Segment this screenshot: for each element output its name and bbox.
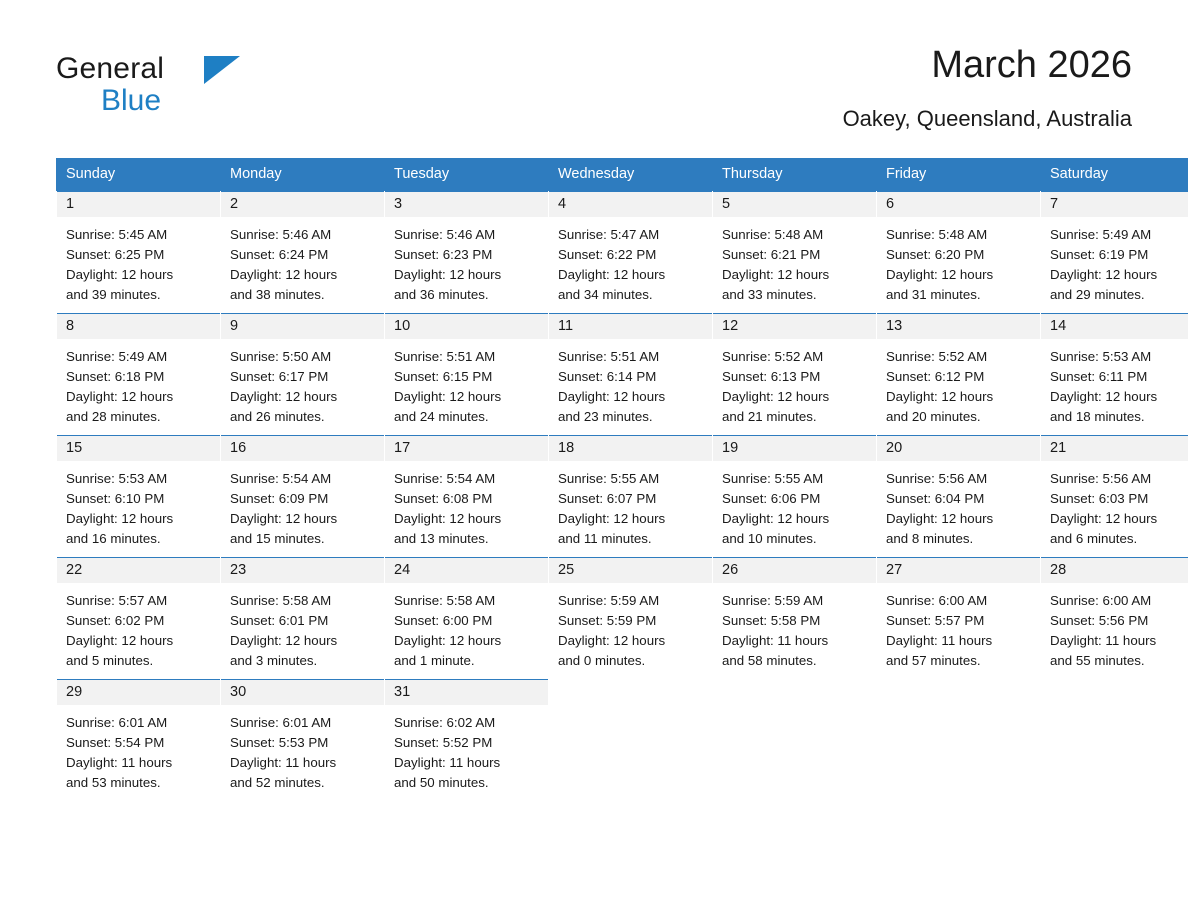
- sunrise-text: Sunrise: 5:54 AM: [230, 471, 332, 486]
- day-number: 11: [549, 313, 712, 339]
- daylight-text-line1: Daylight: 12 hours: [66, 267, 174, 282]
- daylight-text-line2: and 29 minutes.: [1050, 287, 1145, 302]
- daylight-text-line1: Daylight: 11 hours: [66, 755, 173, 770]
- daylight-text-line2: and 33 minutes.: [722, 287, 817, 302]
- sunrise-text: Sunrise: 5:52 AM: [886, 349, 988, 364]
- sunrise-text: Sunrise: 5:51 AM: [394, 349, 496, 364]
- daylight-text-line1: Daylight: 12 hours: [66, 389, 174, 404]
- day-info: [1041, 217, 1188, 305]
- day-info: [713, 339, 876, 427]
- sunset-text: Sunset: 6:09 PM: [230, 491, 329, 506]
- sunrise-text: Sunrise: 5:50 AM: [230, 349, 332, 364]
- daylight-text-line2: and 8 minutes.: [886, 531, 974, 546]
- calendar-day-cell: [877, 313, 1041, 427]
- day-number: 2: [221, 191, 384, 217]
- calendar-day-cell: [221, 191, 385, 306]
- calendar-day-cell: [713, 435, 877, 549]
- sunrise-text: Sunrise: 5:59 AM: [558, 593, 660, 608]
- calendar-day-cell: [385, 435, 549, 549]
- sunset-text: Sunset: 6:08 PM: [394, 491, 493, 506]
- daylight-text-line2: and 24 minutes.: [394, 409, 489, 424]
- sunset-text: Sunset: 6:22 PM: [558, 247, 657, 262]
- weekday-header-thursday: Thursday: [713, 159, 877, 191]
- triangle-flag-icon: [204, 56, 240, 84]
- sunrise-text: Sunrise: 5:53 AM: [1050, 349, 1152, 364]
- day-info: [713, 461, 876, 549]
- day-info: [1041, 583, 1188, 671]
- sunrise-text: Sunrise: 5:59 AM: [722, 593, 824, 608]
- daylight-text-line2: and 13 minutes.: [394, 531, 489, 546]
- day-info: [385, 339, 548, 427]
- day-number: [549, 679, 712, 705]
- daylight-text-line2: and 26 minutes.: [230, 409, 325, 424]
- day-info: [549, 217, 712, 305]
- day-number: 20: [877, 435, 1040, 461]
- sunset-text: Sunset: 6:07 PM: [558, 491, 657, 506]
- daylight-text-line2: and 39 minutes.: [66, 287, 161, 302]
- calendar-day-cell: [1041, 557, 1188, 671]
- page-header: [56, 44, 1132, 154]
- day-info: [385, 705, 548, 793]
- sunset-text: Sunset: 5:52 PM: [394, 735, 493, 750]
- calendar-day-cell: [57, 191, 221, 306]
- daylight-text-line1: Daylight: 12 hours: [722, 389, 830, 404]
- sunrise-text: Sunrise: 5:54 AM: [394, 471, 496, 486]
- day-info: [549, 583, 712, 671]
- sunset-text: Sunset: 6:23 PM: [394, 247, 493, 262]
- day-info: [713, 583, 876, 671]
- sunset-text: Sunset: 6:00 PM: [394, 613, 493, 628]
- weekday-header-wednesday: Wednesday: [549, 159, 713, 191]
- week-separator: [57, 427, 1188, 435]
- calendar-day-cell: [57, 557, 221, 671]
- daylight-text-line2: and 38 minutes.: [230, 287, 325, 302]
- day-number: 4: [549, 191, 712, 217]
- day-number: 9: [221, 313, 384, 339]
- daylight-text-line2: and 34 minutes.: [558, 287, 653, 302]
- calendar-day-cell: [57, 313, 221, 427]
- day-info: [57, 705, 220, 793]
- calendar-day-cell: [385, 679, 549, 793]
- daylight-text-line2: and 16 minutes.: [66, 531, 161, 546]
- week-separator: [57, 549, 1188, 557]
- calendar-day-cell: [57, 435, 221, 549]
- daylight-text-line2: and 53 minutes.: [66, 775, 161, 790]
- sunrise-text: Sunrise: 6:01 AM: [66, 715, 168, 730]
- day-number: 31: [385, 679, 548, 705]
- sunset-text: Sunset: 6:12 PM: [886, 369, 985, 384]
- sunset-text: Sunset: 6:01 PM: [230, 613, 329, 628]
- calendar-day-cell: [877, 191, 1041, 306]
- page-subtitle-location: Oakey, Queensland, Australia: [842, 106, 1132, 131]
- calendar-day-cell: [549, 191, 713, 306]
- day-info: [549, 461, 712, 549]
- day-number: 6: [877, 191, 1040, 217]
- sunrise-text: Sunrise: 5:58 AM: [230, 593, 332, 608]
- sunset-text: Sunset: 5:58 PM: [722, 613, 821, 628]
- daylight-text-line1: Daylight: 12 hours: [66, 633, 174, 648]
- daylight-text-line1: Daylight: 12 hours: [886, 267, 994, 282]
- calendar-empty-cell: [713, 679, 877, 793]
- sunrise-text: Sunrise: 5:55 AM: [722, 471, 824, 486]
- daylight-text-line2: and 15 minutes.: [230, 531, 325, 546]
- day-number: 13: [877, 313, 1040, 339]
- daylight-text-line1: Daylight: 12 hours: [722, 267, 830, 282]
- brand-logo: [56, 52, 336, 132]
- daylight-text-line1: Daylight: 12 hours: [394, 511, 502, 526]
- calendar-day-cell: [221, 557, 385, 671]
- daylight-text-line1: Daylight: 12 hours: [886, 389, 994, 404]
- calendar-day-cell: [713, 191, 877, 306]
- daylight-text-line2: and 58 minutes.: [722, 653, 817, 668]
- day-number: 3: [385, 191, 548, 217]
- day-info: [549, 339, 712, 427]
- calendar-day-cell: [221, 679, 385, 793]
- daylight-text-line2: and 55 minutes.: [1050, 653, 1145, 668]
- sunset-text: Sunset: 6:15 PM: [394, 369, 493, 384]
- sunset-text: Sunset: 6:17 PM: [230, 369, 329, 384]
- calendar-empty-cell: [877, 679, 1041, 793]
- sunset-text: Sunset: 6:14 PM: [558, 369, 657, 384]
- daylight-text-line1: Daylight: 12 hours: [1050, 267, 1158, 282]
- day-number: 5: [713, 191, 876, 217]
- daylight-text-line1: Daylight: 11 hours: [886, 633, 993, 648]
- calendar-day-cell: [385, 313, 549, 427]
- day-number: 27: [877, 557, 1040, 583]
- weekday-header-saturday: Saturday: [1041, 159, 1188, 191]
- day-number: 19: [713, 435, 876, 461]
- sunset-text: Sunset: 5:59 PM: [558, 613, 657, 628]
- sunset-text: Sunset: 6:03 PM: [1050, 491, 1149, 506]
- daylight-text-line1: Daylight: 12 hours: [230, 389, 338, 404]
- weekday-header-sunday: Sunday: [57, 159, 221, 191]
- day-number: 25: [549, 557, 712, 583]
- sunrise-text: Sunrise: 6:00 AM: [886, 593, 988, 608]
- daylight-text-line1: Daylight: 12 hours: [558, 389, 666, 404]
- daylight-text-line1: Daylight: 12 hours: [230, 511, 338, 526]
- day-number: 26: [713, 557, 876, 583]
- brand-name-general: General: [56, 52, 165, 85]
- daylight-text-line1: Daylight: 12 hours: [1050, 389, 1158, 404]
- daylight-text-line1: Daylight: 12 hours: [558, 267, 666, 282]
- sunrise-text: Sunrise: 6:01 AM: [230, 715, 332, 730]
- daylight-text-line2: and 10 minutes.: [722, 531, 817, 546]
- sunset-text: Sunset: 6:19 PM: [1050, 247, 1149, 262]
- page-title: March 2026: [931, 44, 1132, 86]
- day-info: [385, 583, 548, 671]
- daylight-text-line2: and 0 minutes.: [558, 653, 646, 668]
- sunset-text: Sunset: 5:53 PM: [230, 735, 329, 750]
- weekday-header-tuesday: Tuesday: [385, 159, 549, 191]
- sunrise-text: Sunrise: 5:51 AM: [558, 349, 660, 364]
- day-number: 7: [1041, 191, 1188, 217]
- sunset-text: Sunset: 6:13 PM: [722, 369, 821, 384]
- day-number: 16: [221, 435, 384, 461]
- daylight-text-line2: and 1 minute.: [394, 653, 475, 668]
- day-number: 17: [385, 435, 548, 461]
- sunset-text: Sunset: 6:10 PM: [66, 491, 165, 506]
- sunset-text: Sunset: 6:25 PM: [66, 247, 165, 262]
- day-info: [221, 583, 384, 671]
- calendar-week-row: [57, 435, 1188, 549]
- sunrise-text: Sunrise: 5:46 AM: [230, 227, 332, 242]
- day-number: 12: [713, 313, 876, 339]
- daylight-text-line1: Daylight: 11 hours: [722, 633, 829, 648]
- calendar-day-cell: [1041, 435, 1188, 549]
- daylight-text-line2: and 21 minutes.: [722, 409, 817, 424]
- daylight-text-line1: Daylight: 12 hours: [722, 511, 830, 526]
- day-info: [221, 705, 384, 793]
- day-info: [57, 217, 220, 305]
- sunrise-sunset-calendar: [56, 158, 1188, 793]
- sunset-text: Sunset: 5:57 PM: [886, 613, 985, 628]
- calendar-day-cell: [549, 557, 713, 671]
- day-number: 18: [549, 435, 712, 461]
- daylight-text-line1: Daylight: 12 hours: [1050, 511, 1158, 526]
- daylight-text-line1: Daylight: 12 hours: [394, 389, 502, 404]
- calendar-day-cell: [221, 435, 385, 549]
- daylight-text-line1: Daylight: 12 hours: [558, 511, 666, 526]
- daylight-text-line2: and 57 minutes.: [886, 653, 981, 668]
- sunset-text: Sunset: 6:04 PM: [886, 491, 985, 506]
- calendar-day-cell: [877, 557, 1041, 671]
- sunrise-text: Sunrise: 5:52 AM: [722, 349, 824, 364]
- sunrise-text: Sunrise: 5:47 AM: [558, 227, 660, 242]
- day-info: [877, 339, 1040, 427]
- daylight-text-line1: Daylight: 11 hours: [394, 755, 501, 770]
- sunrise-text: Sunrise: 5:58 AM: [394, 593, 496, 608]
- daylight-text-line2: and 31 minutes.: [886, 287, 981, 302]
- day-number: 29: [57, 679, 220, 705]
- day-info: [221, 339, 384, 427]
- calendar-day-cell: [713, 557, 877, 671]
- daylight-text-line1: Daylight: 12 hours: [230, 267, 338, 282]
- sunset-text: Sunset: 6:21 PM: [722, 247, 821, 262]
- sunset-text: Sunset: 5:54 PM: [66, 735, 165, 750]
- day-number: 14: [1041, 313, 1188, 339]
- calendar-day-cell: [549, 435, 713, 549]
- daylight-text-line2: and 28 minutes.: [66, 409, 161, 424]
- daylight-text-line2: and 11 minutes.: [558, 531, 652, 546]
- day-number: 24: [385, 557, 548, 583]
- sunset-text: Sunset: 6:24 PM: [230, 247, 329, 262]
- sunset-text: Sunset: 6:20 PM: [886, 247, 985, 262]
- day-number: [877, 679, 1040, 705]
- daylight-text-line1: Daylight: 12 hours: [886, 511, 994, 526]
- sunrise-text: Sunrise: 6:02 AM: [394, 715, 496, 730]
- daylight-text-line2: and 52 minutes.: [230, 775, 325, 790]
- sunrise-text: Sunrise: 5:48 AM: [886, 227, 988, 242]
- sunrise-text: Sunrise: 5:56 AM: [1050, 471, 1152, 486]
- daylight-text-line2: and 23 minutes.: [558, 409, 653, 424]
- day-info: [221, 461, 384, 549]
- sunset-text: Sunset: 6:06 PM: [722, 491, 821, 506]
- sunrise-text: Sunrise: 5:46 AM: [394, 227, 496, 242]
- day-info: [713, 217, 876, 305]
- day-number: [713, 679, 876, 705]
- day-info: [877, 217, 1040, 305]
- sunset-text: Sunset: 6:11 PM: [1050, 369, 1148, 384]
- day-info: [57, 339, 220, 427]
- day-number: 21: [1041, 435, 1188, 461]
- day-number: 23: [221, 557, 384, 583]
- sunrise-text: Sunrise: 5:48 AM: [722, 227, 824, 242]
- weekday-header-friday: Friday: [877, 159, 1041, 191]
- week-separator: [57, 305, 1188, 313]
- day-info: [1041, 339, 1188, 427]
- daylight-text-line2: and 3 minutes.: [230, 653, 318, 668]
- day-info: [877, 583, 1040, 671]
- day-info: [385, 217, 548, 305]
- week-separator: [57, 671, 1188, 679]
- daylight-text-line2: and 36 minutes.: [394, 287, 489, 302]
- weekday-header-monday: Monday: [221, 159, 385, 191]
- daylight-text-line1: Daylight: 12 hours: [66, 511, 174, 526]
- calendar-week-row: [57, 679, 1188, 793]
- day-number: 30: [221, 679, 384, 705]
- brand-name-blue: Blue: [101, 84, 162, 117]
- daylight-text-line1: Daylight: 12 hours: [394, 267, 502, 282]
- day-number: 1: [57, 191, 220, 217]
- sunrise-text: Sunrise: 5:49 AM: [66, 349, 168, 364]
- day-number: 8: [57, 313, 220, 339]
- calendar-day-cell: [385, 557, 549, 671]
- daylight-text-line2: and 18 minutes.: [1050, 409, 1145, 424]
- day-info: [57, 461, 220, 549]
- calendar-day-cell: [1041, 313, 1188, 427]
- daylight-text-line2: and 5 minutes.: [66, 653, 154, 668]
- daylight-text-line2: and 6 minutes.: [1050, 531, 1138, 546]
- sunrise-text: Sunrise: 5:56 AM: [886, 471, 988, 486]
- sunset-text: Sunset: 6:02 PM: [66, 613, 165, 628]
- calendar-empty-cell: [549, 679, 713, 793]
- calendar-day-cell: [877, 435, 1041, 549]
- daylight-text-line2: and 50 minutes.: [394, 775, 489, 790]
- day-number: 28: [1041, 557, 1188, 583]
- sunrise-text: Sunrise: 5:55 AM: [558, 471, 660, 486]
- calendar-day-cell: [549, 313, 713, 427]
- daylight-text-line1: Daylight: 12 hours: [230, 633, 338, 648]
- sunset-text: Sunset: 5:56 PM: [1050, 613, 1149, 628]
- calendar-day-cell: [385, 191, 549, 306]
- day-number: 15: [57, 435, 220, 461]
- daylight-text-line1: Daylight: 11 hours: [1050, 633, 1157, 648]
- sunrise-text: Sunrise: 6:00 AM: [1050, 593, 1152, 608]
- calendar-week-row: [57, 313, 1188, 427]
- sunrise-text: Sunrise: 5:53 AM: [66, 471, 168, 486]
- calendar-day-cell: [713, 313, 877, 427]
- sunrise-text: Sunrise: 5:45 AM: [66, 227, 168, 242]
- day-info: [877, 461, 1040, 549]
- calendar-day-cell: [1041, 191, 1188, 306]
- daylight-text-line1: Daylight: 12 hours: [394, 633, 502, 648]
- sunrise-text: Sunrise: 5:57 AM: [66, 593, 168, 608]
- day-info: [385, 461, 548, 549]
- day-info: [221, 217, 384, 305]
- calendar-day-cell: [57, 679, 221, 793]
- daylight-text-line1: Daylight: 11 hours: [230, 755, 337, 770]
- day-info: [57, 583, 220, 671]
- day-info: [1041, 461, 1188, 549]
- calendar-day-cell: [221, 313, 385, 427]
- day-number: 22: [57, 557, 220, 583]
- calendar-empty-cell: [1041, 679, 1188, 793]
- daylight-text-line1: Daylight: 12 hours: [558, 633, 666, 648]
- sunset-text: Sunset: 6:18 PM: [66, 369, 165, 384]
- day-number: [1041, 679, 1188, 705]
- sunrise-text: Sunrise: 5:49 AM: [1050, 227, 1152, 242]
- calendar-header-row: [57, 159, 1188, 191]
- calendar-week-row: [57, 557, 1188, 671]
- daylight-text-line2: and 20 minutes.: [886, 409, 981, 424]
- day-number: 10: [385, 313, 548, 339]
- calendar-week-row: [57, 191, 1188, 306]
